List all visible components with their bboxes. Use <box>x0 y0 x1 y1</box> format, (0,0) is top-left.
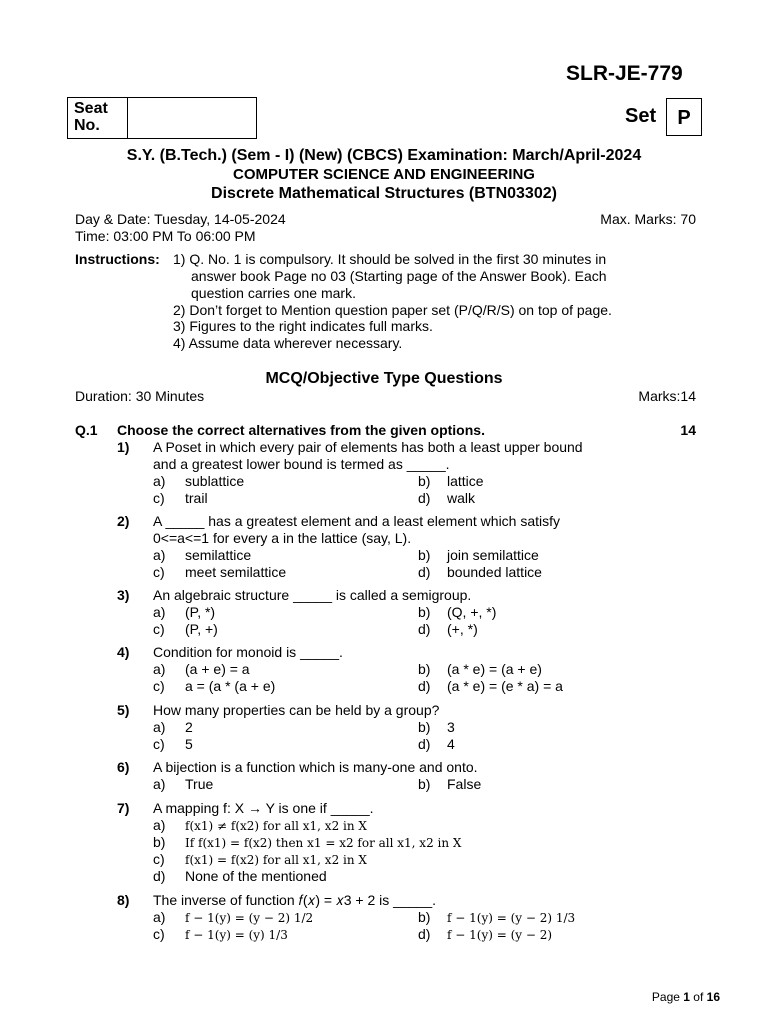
option-label: b) <box>418 547 431 563</box>
option-label: c) <box>153 621 165 637</box>
subject-title: Discrete Mathematical Structures (BTN03302) <box>211 185 557 202</box>
option-text: True <box>185 776 214 792</box>
question-number: 6) <box>117 759 130 775</box>
option-label: d) <box>418 736 431 752</box>
question-text: A _____ has a greatest element and a least element which satisfy <box>153 513 561 529</box>
paper-code: SLR-JE-779 <box>566 62 683 85</box>
option-text: (P, *) <box>185 604 216 620</box>
seat-number-field[interactable] <box>128 98 256 138</box>
day-date: Day & Date: Tuesday, 14-05-2024 <box>75 211 286 227</box>
option-text: f − 1(y) = (y − 2) 1/3 <box>447 911 576 925</box>
instructions-label: Instructions: <box>75 251 160 267</box>
instruction-line: answer book Page no 03 (Starting page of the Answer Book). Each <box>191 268 607 284</box>
instruction-line: 1) Q. No. 1 is compulsory. It should be solved in the first 30 minutes in <box>173 251 607 267</box>
option-text: False <box>447 776 482 792</box>
exam-time: Time: 03:00 PM To 06:00 PM <box>75 228 256 244</box>
question-marks: 14 <box>680 422 696 438</box>
option-text: lattice <box>447 473 484 489</box>
option-label: d) <box>418 926 431 942</box>
option-text: 5 <box>185 736 193 752</box>
question-text: Condition for monoid is _____. <box>153 644 343 660</box>
option-label: c) <box>153 851 165 867</box>
option-text: meet semilattice <box>185 564 287 580</box>
question-number: 8) <box>117 892 130 908</box>
option-text: f − 1(y) = (y − 2) <box>447 928 553 942</box>
question-label: Q.1 <box>75 422 98 438</box>
option-label: a) <box>153 817 166 833</box>
question-text: 0<=a<=1 for every a in the lattice (say, L). <box>153 530 412 546</box>
option-text: sublattice <box>185 473 245 489</box>
section-marks: Marks:14 <box>638 388 696 404</box>
exam-title: S.Y. (B.Tech.) (Sem - I) (New) (CBCS) Examination: March/April-2024 <box>126 147 642 164</box>
option-label: d) <box>418 490 431 506</box>
option-text: walk <box>447 490 476 506</box>
footer-middle: of <box>689 990 707 1004</box>
option-label: c) <box>153 926 165 942</box>
option-text: (a * e) = (e * a) = a <box>447 678 563 694</box>
option-text: f(x1) = f(x2) for all x1, x2 in X <box>185 853 367 867</box>
question-text: A mapping f: X → Y is one if _____. <box>153 800 374 816</box>
option-label: b) <box>418 909 431 925</box>
option-label: a) <box>153 547 166 563</box>
question-number: 5) <box>117 702 130 718</box>
footer-total-pages: 16 <box>706 990 720 1004</box>
duration: Duration: 30 Minutes <box>75 388 205 404</box>
option-label: b) <box>418 604 431 620</box>
question-text: A Poset in which every pair of elements has both a least upper bound <box>153 439 583 455</box>
question-number: 2) <box>117 513 130 529</box>
option-text: (+, *) <box>447 621 478 637</box>
option-label: c) <box>153 490 165 506</box>
option-label: a) <box>153 661 166 677</box>
option-text: join semilattice <box>447 547 539 563</box>
option-label: b) <box>418 473 431 489</box>
instruction-line: 3) Figures to the right indicates full marks. <box>173 318 433 334</box>
option-text: (P, +) <box>185 621 218 637</box>
set-value: P <box>666 98 702 136</box>
option-label: d) <box>418 621 431 637</box>
question-number: 4) <box>117 644 130 660</box>
option-label: d) <box>418 564 431 580</box>
max-marks: Max. Marks: 70 <box>600 211 696 227</box>
option-text: (Q, +, *) <box>447 604 497 620</box>
option-text: (a * e) = (a + e) <box>447 661 542 677</box>
instruction-line: 2) Don’t forget to Mention question paper set (P/Q/R/S) on top of page. <box>173 302 612 318</box>
option-label: a) <box>153 909 166 925</box>
option-text: 2 <box>185 719 193 735</box>
footer-prefix: Page <box>651 990 684 1004</box>
question-text: How many properties can be held by a group? <box>153 702 440 718</box>
option-text: f(x1) ≠ f(x2) for all x1, x2 in X <box>185 819 367 833</box>
option-label: b) <box>418 719 431 735</box>
seat-label: Seat No. <box>68 98 128 138</box>
option-text: f − 1(y) = (y) 1/3 <box>185 928 288 942</box>
option-label: c) <box>153 678 165 694</box>
option-text: bounded lattice <box>447 564 542 580</box>
section-title: MCQ/Objective Type Questions <box>265 370 503 387</box>
question-text: An algebraic structure _____ is called a semigroup. <box>153 587 472 603</box>
instruction-line: question carries one mark. <box>191 285 356 301</box>
option-label: c) <box>153 736 165 752</box>
option-label: a) <box>153 776 166 792</box>
question-number: 7) <box>117 800 130 816</box>
option-text: If f(x1) = f(x2) then x1 = x2 for all x1, x2 in X <box>185 836 462 850</box>
option-text: trail <box>185 490 208 506</box>
option-text: 3 <box>447 719 455 735</box>
option-label: a) <box>153 473 166 489</box>
question-text: The inverse of function 𝑓(𝑥) = 𝑥3 + 2 is _____. <box>153 892 436 908</box>
option-label: b) <box>418 661 431 677</box>
question-text: and a greatest lower bound is termed as _____. <box>153 456 450 472</box>
seat-number-box <box>67 97 257 139</box>
page-footer <box>652 990 720 1004</box>
option-text: semilattice <box>185 547 252 563</box>
option-text: None of the mentioned <box>185 868 327 884</box>
question-number: 3) <box>117 587 130 603</box>
option-text: a = (a * (a + e) <box>185 678 276 694</box>
option-label: c) <box>153 564 165 580</box>
set-label: Set <box>625 105 657 127</box>
question-number: 1) <box>117 439 130 455</box>
option-text: 4 <box>447 736 455 752</box>
question-instruction: Choose the correct alternatives from the given options. <box>117 422 485 438</box>
department-title: COMPUTER SCIENCE AND ENGINEERING <box>233 166 535 183</box>
instruction-line: 4) Assume data wherever necessary. <box>173 335 403 351</box>
option-text: (a + e) = a <box>185 661 250 677</box>
option-label: a) <box>153 719 166 735</box>
option-label: b) <box>418 776 431 792</box>
question-text: A bijection is a function which is many-one and onto. <box>153 759 478 775</box>
option-label: a) <box>153 604 166 620</box>
option-text: f − 1(y) = (y − 2) 1/2 <box>185 911 314 925</box>
option-label: d) <box>418 678 431 694</box>
footer-current-page: 1 <box>683 990 690 1004</box>
option-label: b) <box>153 834 166 850</box>
option-label: d) <box>153 868 166 884</box>
